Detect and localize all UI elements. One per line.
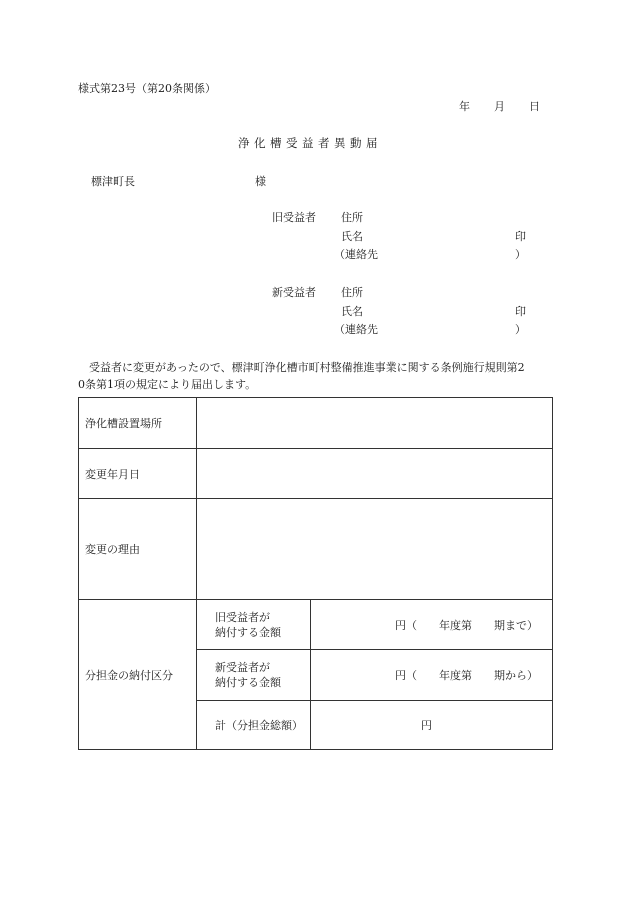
old-name-label: 氏名 [341,230,363,243]
new-contact-close: ） [515,323,526,336]
old-address-label: 住所 [341,211,363,224]
date-month-label: 月 [494,100,505,113]
location-field[interactable] [197,398,553,449]
total-amount-field[interactable] [311,701,553,750]
old-payment-amount-field[interactable] [311,600,553,650]
new-payment-amount-field[interactable] [311,650,553,701]
change-date-field[interactable] [197,449,553,499]
old-payment-row [79,600,553,650]
addressee-name: 標津町長 [91,175,135,188]
statement-line-2: 0条第1項の規定により届出します。 [78,378,257,391]
location-row [79,398,553,449]
date-day-label: 日 [529,100,540,113]
location-label: 浄化槽設置場所 [79,398,197,449]
old-payment-amount-text: 円（ 年度第 期まで） [395,618,538,632]
old-beneficiary-heading: 旧受益者 [272,211,316,224]
statement-paragraph [78,359,558,393]
old-contact-close: ） [515,248,526,261]
form-number: 様式第23号（第20条関係） [78,82,216,95]
statement-line-1: 受益者に変更があったので、標津町浄化槽市町村整備推進事業に関する条例施行規則第2 [78,361,525,374]
new-payer-line-2: 納付する金額 [215,676,281,689]
date-year-label: 年 [459,100,470,113]
old-payer-line-1: 旧受益者が [215,610,270,624]
total-amount-text: 円 [421,719,432,732]
new-contact-label: （連絡先 [334,323,378,336]
reason-field[interactable] [197,499,553,600]
new-seal-mark: 印 [515,305,526,318]
new-payer-label [197,650,311,701]
reason-row [79,499,553,600]
old-contact-label: （連絡先 [334,248,378,261]
new-name-label: 氏名 [341,305,363,318]
old-seal-mark: 印 [515,230,526,243]
old-payer-label [197,600,311,650]
fee-category-label: 分担金の納付区分 [79,600,197,750]
reason-label: 変更の理由 [79,499,197,600]
addressee-honorific: 様 [255,175,266,188]
change-date-label: 変更年月日 [79,449,197,499]
new-beneficiary-heading: 新受益者 [272,286,316,299]
document-title: 浄化槽受益者異動届 [238,136,382,150]
new-payment-amount-text: 円（ 年度第 期から） [395,669,538,682]
old-payer-line-2: 納付する金額 [215,625,281,639]
new-address-label: 住所 [341,286,363,299]
change-form-table [78,397,553,750]
total-label: 計（分担金総額） [197,701,311,750]
change-date-row [79,449,553,499]
new-payer-line-1: 新受益者が [215,661,270,674]
